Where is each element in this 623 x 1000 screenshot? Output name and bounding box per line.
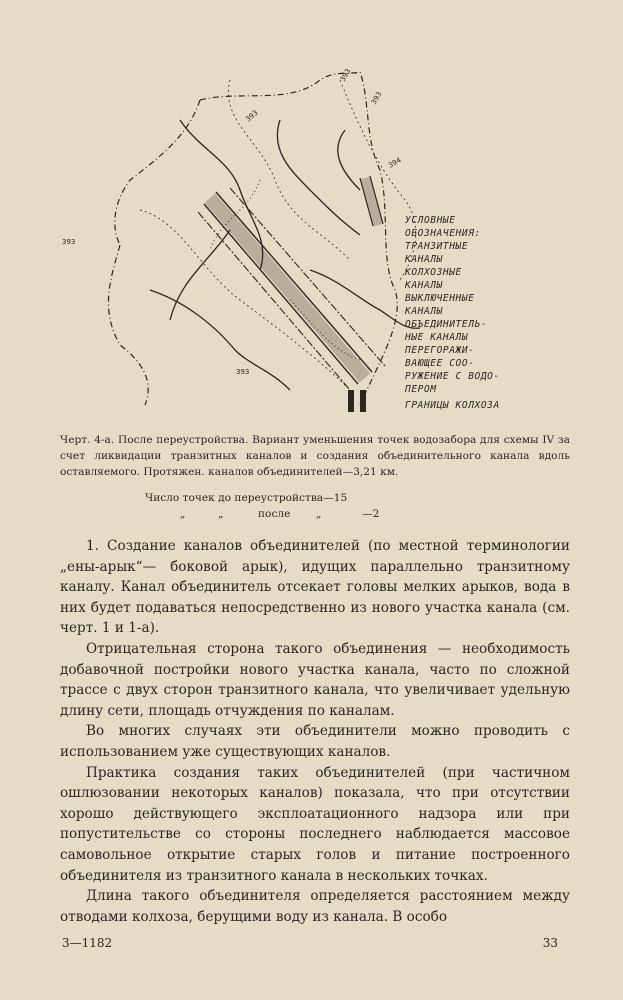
legend-line: ВАЮЩЕЕ СОО-	[405, 358, 475, 369]
paragraph: Практика создания таких объединителей (при частичном ошлюзовании некоторых каналов) показала, что при отсутствии хорошо действующего эксплоатационного надзора или при попустительстве со стороны последнего наблюдается массовое самовольное открытие старых голов и питание построенного объединителя из транзитного канала в нескольких точках.	[60, 764, 570, 884]
paragraph: 1. Создание каналов объединителей (по местной терминологии „ены-арык“— боковой арык), идущих параллельно транзитному каналу. Канал объединитель отсекает головы мелких арыков, вода в них будет подаваться непосредственно из нового участка канала (см. черт. 1 и 1-а).	[60, 538, 570, 637]
figure-caption: Черт. 4-а. После переустройства. Вариант уменьшения точек водозабора для схемы IV за счет ликвидации транзитных каналов и создания объединительного канала вдоль оставляемого. Протяжен. каналов объединителей—3,21 км.	[60, 434, 570, 478]
paragraph: Во многих случаях эти объединители можно проводить с использованием уже существующих каналов.	[60, 723, 570, 760]
canal-map-drawing	[60, 60, 560, 430]
transit-canal	[210, 198, 365, 378]
contour-label: 394	[387, 156, 403, 170]
transit-canal-edge	[204, 204, 358, 384]
figure-legend	[404, 215, 500, 411]
regulator-structure	[360, 390, 366, 412]
contour-label: 393	[236, 368, 250, 376]
kolkhoz-canal	[150, 290, 290, 390]
contour-label: 393	[369, 90, 384, 106]
legend-line: РУЖЕНИЕ С ВОДО-	[405, 371, 500, 382]
kolkhoz-canal	[338, 130, 360, 190]
legend-line: УСЛОВНЫЕ	[405, 215, 456, 226]
kolkhoz-canal	[277, 120, 360, 235]
legend-line: ПЕРОМ	[405, 384, 437, 395]
caption-quote-mark: „	[218, 508, 224, 520]
legend-line: ТРАНЗИТНЫЕ	[405, 241, 469, 252]
legend-line: ГРАНИЦЫ КОЛХОЗА	[405, 400, 500, 411]
paragraph: Длина такого объединителя определяется расстоянием между отводами колхоза, берущими воду из канала. В особо	[60, 888, 570, 925]
paragraph: Отрицательная сторона такого объединения — необходимость добавочной постройки нового участка канала, часто по сложной трассе с двух сторон транзитного канала, что увеличивает удельную длину сети, площадь отчуждения по каналам.	[60, 640, 570, 719]
page-number: 33	[542, 936, 558, 950]
caption-quote-mark: „	[316, 508, 322, 520]
legend-line: ОБОЗНАЧЕНИЯ:	[405, 228, 481, 239]
caption-points-before: Число точек до переустройства—15	[145, 492, 348, 504]
legend-line: ВЫКЛЮЧЕННЫЕ	[405, 293, 475, 304]
contour-label: 393	[62, 238, 76, 246]
legend-line: КАНАЛЫ	[405, 306, 443, 317]
legend-line: КАНАЛЫ	[405, 280, 443, 291]
printer-signature: 3—1182	[62, 936, 113, 950]
legend-line: ПЕРЕГОРАЖИ-	[405, 345, 475, 356]
canal-scheme-figure	[60, 60, 560, 430]
main-text	[60, 536, 570, 927]
contour-label: 393	[244, 108, 260, 124]
caption-points-after-value: —2	[362, 508, 380, 520]
regulator-structure	[348, 390, 354, 412]
legend-line: КАНАЛЫ	[405, 254, 443, 265]
contour-label: 393	[338, 67, 353, 83]
legend-line: НЫЕ КАНАЛЫ	[405, 332, 469, 343]
legend-line: ОБЪЕДИНИТЕЛЬ-	[405, 319, 488, 330]
kolkhoz-canal	[170, 230, 230, 320]
legend-line: КОЛХОЗНЫЕ	[405, 267, 462, 278]
caption-quote-mark: „	[180, 508, 186, 520]
caption-points-after-word: после	[258, 508, 291, 520]
transit-canal-edge	[216, 192, 372, 372]
